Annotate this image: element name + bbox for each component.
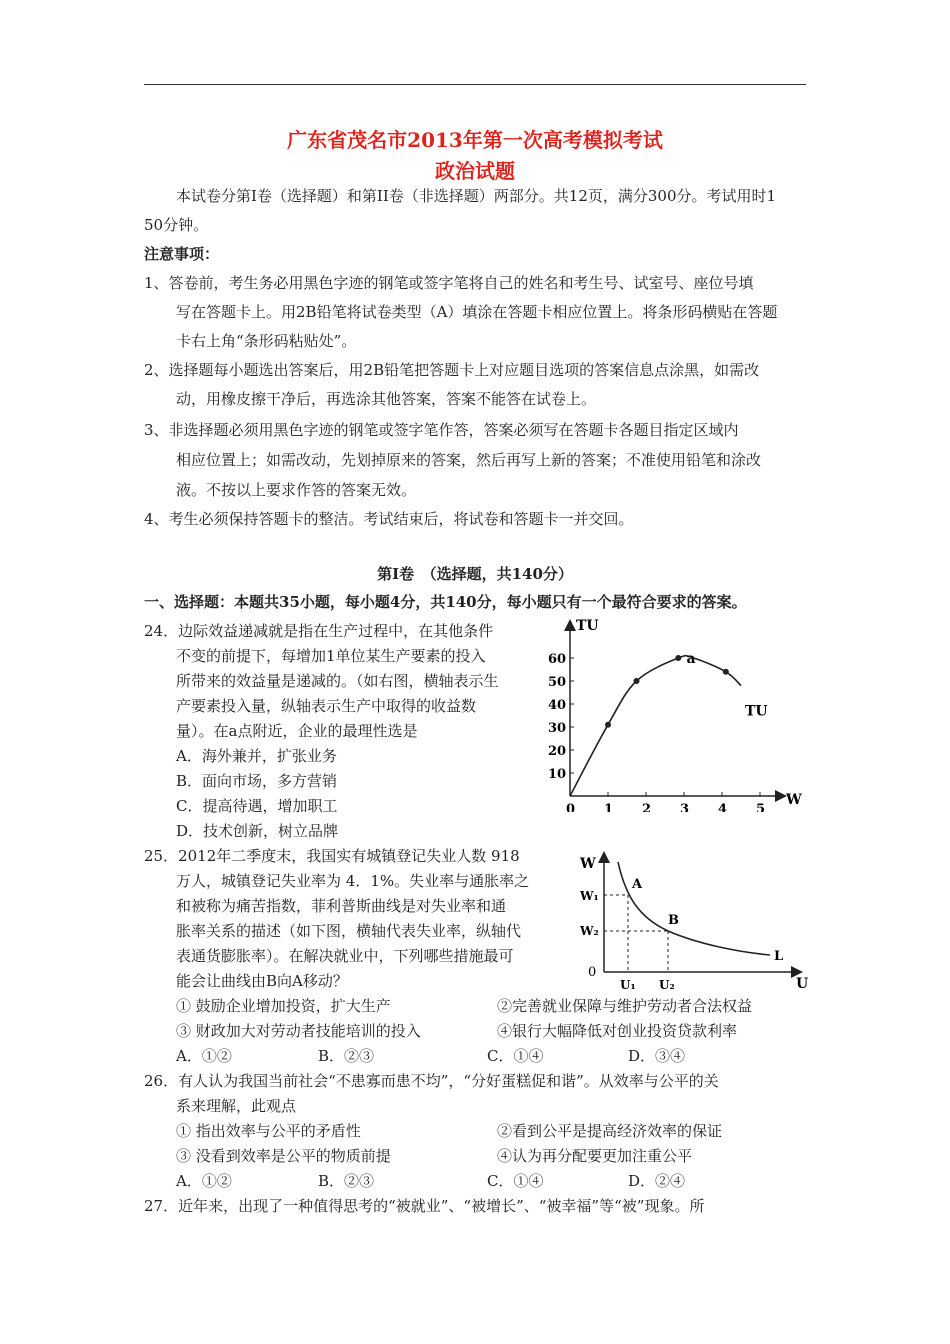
q25-option-3: ③ 财政加大对劳动者技能培训的投入 xyxy=(176,1022,421,1040)
exam-subtitle: 政治试题 xyxy=(435,159,515,183)
q25-line-3: 和被称为痛苦指数，菲利普斯曲线是对失业率和通 xyxy=(176,897,507,915)
phillips-x-axis-label: U xyxy=(796,976,809,990)
tu-curve-label: TU xyxy=(745,703,768,720)
q24-line-5: 量）。在a点附近，企业的最理性选是 xyxy=(176,722,418,740)
q27-line-1: 27．近年来，出现了一种值得思考的“被就业”、“被增长”、“被幸福”等“被”现象。所 xyxy=(144,1197,705,1215)
phillips-curve xyxy=(618,862,770,955)
tu-data-point xyxy=(634,678,640,684)
q24-line-3: 所带来的效益量是递减的。（如右图，横轴表示生 xyxy=(176,672,499,690)
exam-title: 广东省茂名市2013年第一次高考模拟考试 xyxy=(287,128,663,152)
q24-option-a: A．海外兼并，扩张业务 xyxy=(176,747,337,765)
q26-line-2: 系来理解，此观点 xyxy=(176,1097,297,1115)
tu-point-a-label: a xyxy=(686,651,696,667)
phillips-point-b-label: B xyxy=(668,913,679,928)
q25-line-5: 表通货膨胀率）。在解决就业中，下列哪些措施最可 xyxy=(176,947,514,965)
q24-line-1: 24．边际效益递减就是指在生产过程中，在其他条件 xyxy=(144,622,494,640)
q24-line-2: 不变的前提下，每增加1单位某生产要素的投入 xyxy=(176,647,486,665)
q25-option-1: ① 鼓励企业增加投资，扩大生产 xyxy=(176,997,391,1015)
q24-option-d: D．技术创新，树立品牌 xyxy=(176,822,339,840)
phillips-ytick-w2: W₂ xyxy=(580,924,599,938)
tu-ytick-label: 10 xyxy=(548,767,567,782)
q26-choice-b: B．②③ xyxy=(318,1172,375,1190)
phillips-xtick-u1: U₁ xyxy=(620,978,636,990)
tu-data-point xyxy=(605,722,611,728)
tu-xtick-label: 2 xyxy=(642,802,652,812)
note-1a: 1、答卷前，考生务必用黑色字迹的钢笔或签字笔将自己的姓名和考生号、试室号、座位号填 xyxy=(144,274,754,292)
note-2b: 动，用橡皮擦干净后，再选涂其他答案，答案不能答在试卷上。 xyxy=(176,390,597,408)
q26-choice-d: D．②④ xyxy=(628,1172,686,1190)
q25-line-4: 胀率关系的描述（如下图，横轴代表失业率，纵轴代 xyxy=(176,922,522,940)
q25-line-2: 万人，城镇登记失业率为 4．1%。失业率与通胀率之 xyxy=(176,872,530,890)
tu-curve xyxy=(570,656,741,796)
q25-option-4: ④银行大幅降低对创业投资贷款利率 xyxy=(497,1022,738,1040)
q26-option-1: ① 指出效率与公平的矛盾性 xyxy=(176,1122,361,1140)
tu-xtick-label: 5 xyxy=(756,802,766,812)
tu-ytick-label: 20 xyxy=(548,744,567,759)
phillips-xtick-u2: U₂ xyxy=(659,978,675,990)
tu-xtick-label: 4 xyxy=(718,802,728,812)
q26-choice-a: A．①② xyxy=(176,1172,232,1190)
q26-option-3: ③ 没看到效率是公平的物质前提 xyxy=(176,1147,391,1165)
q25-choice-a: A．①② xyxy=(176,1047,232,1065)
section-instructions: 一、选择题：本题共35小题，每小题4分，共140分，每小题只有一个最符合要求的答案。 xyxy=(144,593,747,611)
tu-ytick-label: 40 xyxy=(548,698,567,713)
note-4: 4、考生必须保持答题卡的整洁。考试结束后，将试卷和答题卡一并交回。 xyxy=(144,510,634,528)
phillips-origin-label: 0 xyxy=(588,965,597,980)
note-3a: 3、非选择题必须用黑色字迹的钢笔或签字笔作答，答案必须写在答题卡各题目指定区域内 xyxy=(144,421,739,439)
phillips-ytick-w1: W₁ xyxy=(580,889,599,903)
q25-choice-d: D．③④ xyxy=(628,1047,686,1065)
tu-x-axis-label: W xyxy=(786,792,802,808)
tu-xtick-label: 1 xyxy=(604,802,614,812)
q24-option-c: C．提高待遇，增加职工 xyxy=(176,797,338,815)
note-3c: 液。不按以上要求作答的答案无效。 xyxy=(176,481,417,499)
notes-heading: 注意事项： xyxy=(144,245,220,263)
tu-ytick-label: 60 xyxy=(548,652,567,667)
tu-xtick-label: 0 xyxy=(566,802,576,812)
q26-choice-c: C．①④ xyxy=(487,1172,544,1190)
q25-line-1: 25．2012年二季度末，我国实有城镇登记失业人数 918 xyxy=(144,847,520,865)
q26-option-4: ④认为再分配要更加注重公平 xyxy=(497,1147,693,1165)
q25-line-6: 能会让曲线由B向A移动？ xyxy=(176,972,348,990)
q26-line-1: 26．有人认为我国当前社会“不患寡而患不均”，“分好蛋糕促和谐”。从效率与公平的关 xyxy=(144,1072,719,1090)
q26-option-2: ②看到公平是提高经济效率的保证 xyxy=(497,1122,723,1140)
section-title: 第Ⅰ卷 （选择题，共140分） xyxy=(377,565,573,583)
note-2a: 2、选择题每小题选出答案后，用2B铅笔把答题卡上对应题目选项的答案信息点涂黑，如需改 xyxy=(144,361,760,379)
phillips-chart xyxy=(578,848,810,990)
tu-ytick-label: 30 xyxy=(548,721,567,736)
tu-xtick-label: 3 xyxy=(680,802,690,812)
note-1c: 卡右上角“条形码粘贴处”。 xyxy=(176,332,357,350)
q25-choice-b: B．②③ xyxy=(318,1047,375,1065)
tu-chart xyxy=(540,612,810,812)
note-1b: 写在答题卡上。用2B铅笔将试卷类型（A）填涂在答题卡相应位置上。将条形码横贴在答题 xyxy=(176,303,778,321)
q24-line-4: 产要素投入量，纵轴表示生产中取得的收益数 xyxy=(176,697,477,715)
top-rule xyxy=(144,84,806,85)
q24-option-b: B．面向市场，多方营销 xyxy=(176,772,338,790)
note-3b: 相应位置上；如需改动，先划掉原来的答案，然后再写上新的答案；不准使用铅笔和涂改 xyxy=(176,451,762,469)
tu-data-point xyxy=(675,655,681,661)
phillips-curve-label: L xyxy=(774,949,784,964)
tu-data-point xyxy=(723,669,729,675)
phillips-y-axis-label: W xyxy=(580,856,596,872)
tu-y-axis-label: TU xyxy=(576,618,599,634)
intro-line-1: 本试卷分第Ⅰ卷（选择题）和第II卷（非选择题）两部分。共12页，满分300分。考试用时1 xyxy=(176,187,777,205)
q25-option-2: ②完善就业保障与维护劳动者合法权益 xyxy=(497,997,753,1015)
intro-line-2: 50分钟。 xyxy=(144,216,209,234)
tu-ytick-label: 50 xyxy=(548,675,567,690)
phillips-point-a-label: A xyxy=(632,877,643,892)
q25-choice-c: C．①④ xyxy=(487,1047,544,1065)
